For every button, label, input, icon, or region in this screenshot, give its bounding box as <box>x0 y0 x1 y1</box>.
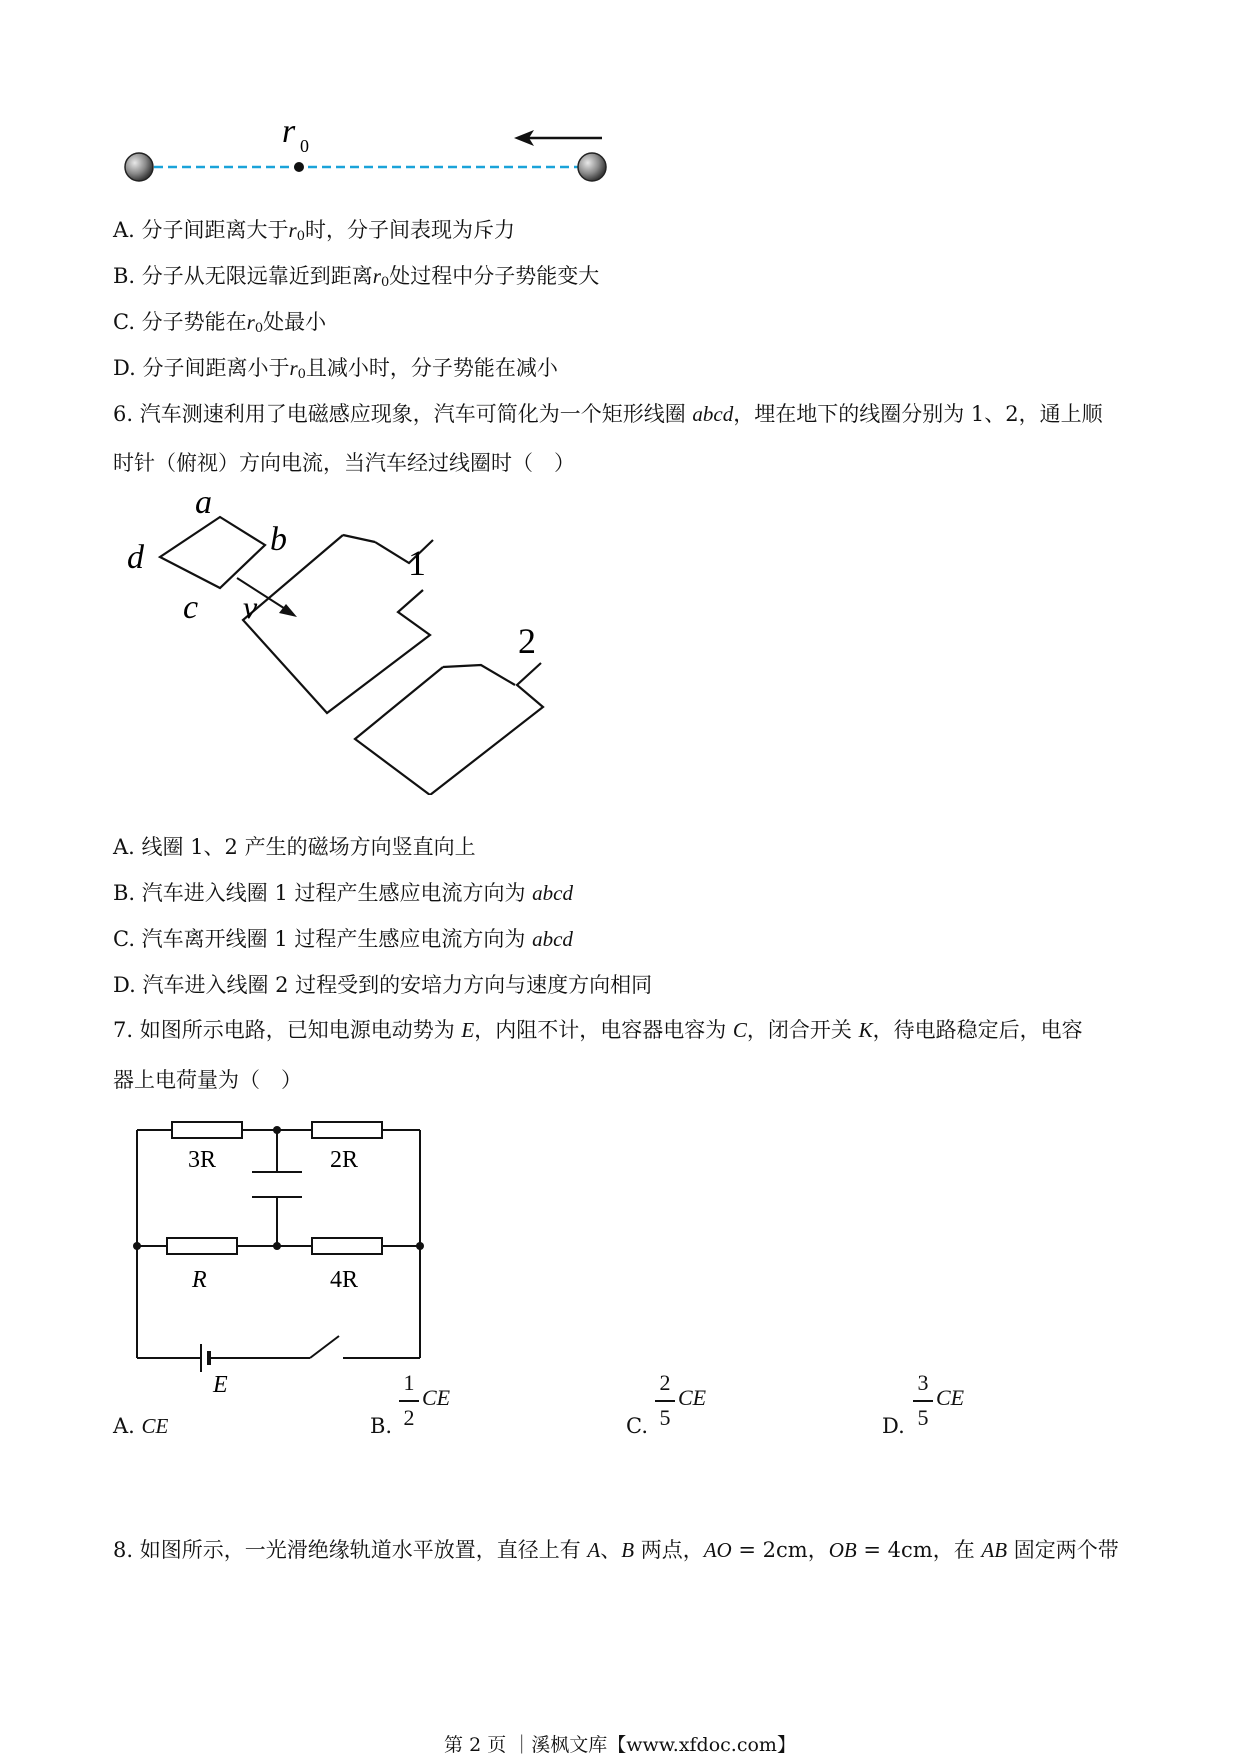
q7-stem-line2: 器上电荷量为（ ） <box>113 1068 302 1092</box>
q7-d-fraction-bar <box>913 1400 933 1402</box>
q7-b-numerator: 1 <box>403 1370 415 1395</box>
coil-figure <box>115 485 555 795</box>
label-a: a <box>195 485 212 521</box>
q7-option-c: C. <box>626 1414 648 1438</box>
resistor-2R <box>312 1122 382 1138</box>
label-3R: 3R <box>188 1147 217 1173</box>
resistor-3R <box>172 1122 242 1138</box>
q6-stem-line1: 6. 汽车测速利用了电磁感应现象，汽车可简化为一个矩形线圈 abcd，埋在地下的线圈分别为 1、2，通上顺 <box>113 402 1103 426</box>
q7-stem-line1: 7. 如图所示电路，已知电源电动势为 E，内阻不计，电容器电容为 C，闭合开关 K，待电路稳定后，电容 <box>113 1018 1083 1042</box>
q7-option-a: A. CE <box>113 1414 169 1438</box>
q6-option-b: B. 汽车进入线圈 1 过程产生感应电流方向为 abcd <box>113 881 573 905</box>
circuit-figure <box>125 1110 435 1400</box>
q7-b-fraction-bar <box>399 1400 419 1402</box>
r0-label-sub: 0 <box>300 136 309 156</box>
switch-K <box>310 1336 339 1358</box>
label-4R: 4R <box>330 1267 359 1293</box>
q7-c-expr: CE <box>678 1385 707 1410</box>
q5-option-b: B. 分子从无限远靠近到距离$r_0$处过程中分子势能变大 <box>113 264 600 290</box>
node-top <box>273 1126 281 1134</box>
q7-option-d: D. <box>882 1414 905 1438</box>
car-loop <box>160 517 265 588</box>
page-footer: 第 2 页 ｜溪枫文库【www.xfdoc.com】 <box>444 1734 796 1756</box>
resistor-R <box>167 1238 237 1254</box>
label-coil1: 1 <box>408 543 426 583</box>
r0-label: r <box>282 113 296 150</box>
q7-c-denominator: 5 <box>659 1405 671 1430</box>
q6-stem-line2: 时针（俯视）方向电流，当汽车经过线圈时（ ） <box>113 451 575 475</box>
q6-option-d: D. 汽车进入线圈 2 过程受到的安培力方向与速度方向相同 <box>113 973 653 997</box>
label-2R: 2R <box>330 1147 359 1173</box>
coil-2 <box>355 663 543 795</box>
molecule-left <box>125 153 153 181</box>
q7-b-expr: CE <box>422 1385 451 1410</box>
q7-c-numerator: 2 <box>659 1370 671 1395</box>
node-left <box>133 1242 141 1250</box>
q7-c-fraction-bar <box>655 1400 675 1402</box>
q5-option-c: C. 分子势能在$r_0$处最小 <box>113 310 327 336</box>
molecule-right <box>578 153 606 181</box>
label-R: R <box>192 1267 207 1293</box>
q7-option-b: B. <box>370 1414 393 1438</box>
label-c: c <box>183 589 199 626</box>
q6-option-a: A. 线圈 1、2 产生的磁场方向竖直向上 <box>113 835 476 859</box>
q7-b-denominator: 2 <box>403 1405 415 1430</box>
q7-d-numerator: 3 <box>917 1370 929 1395</box>
molecule-figure <box>110 110 620 190</box>
q7-d-expr: CE <box>936 1385 965 1410</box>
q8-stem-line1: 8. 如图所示，一光滑绝缘轨道水平放置，直径上有 A、B 两点，AO = 2cm，OB = 4cm，在 AB 固定两个带 <box>113 1538 1119 1562</box>
label-b: b <box>270 521 287 558</box>
label-E: E <box>213 1372 228 1398</box>
label-coil2: 2 <box>518 621 536 661</box>
node-middle <box>273 1242 281 1250</box>
resistor-4R <box>312 1238 382 1254</box>
q5-option-a: A. 分子间距离大于$r_0$时，分子间表现为斥力 <box>113 218 515 244</box>
q5-option-d: D. 分子间距离小于$r_0$且减小时，分子势能在减小 <box>113 356 558 382</box>
coil-1 <box>243 535 433 713</box>
q6-option-c: C. 汽车离开线圈 1 过程产生感应电流方向为 abcd <box>113 927 573 951</box>
r0-point <box>294 162 304 172</box>
label-d: d <box>127 539 144 576</box>
node-right <box>416 1242 424 1250</box>
label-v: v <box>243 589 258 625</box>
q7-d-denominator: 5 <box>917 1405 929 1430</box>
